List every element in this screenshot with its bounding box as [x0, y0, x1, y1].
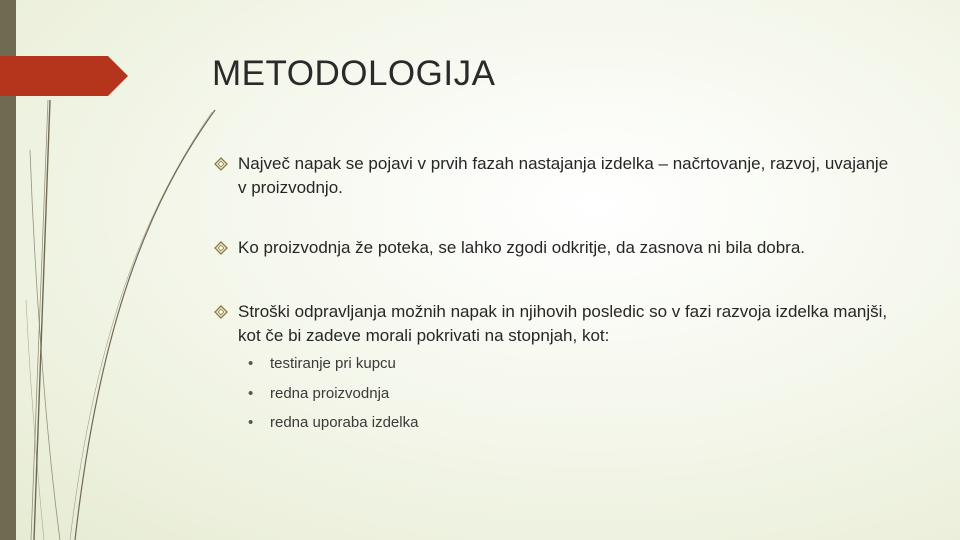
bullet-item [214, 152, 894, 200]
sub-bullet-text: redna proizvodnja [270, 385, 390, 402]
diamond-outline-icon [214, 305, 228, 319]
bullet-item [214, 236, 894, 260]
bullet-text: Stroški odpravljanja možnih napak in njihovih posledic so v fazi razvoja izdelka manjši, kot če bi zadeve morali pokrivati na stopnjah, kot: [238, 302, 888, 345]
bullet-item [214, 300, 894, 348]
sub-bullet-item [248, 384, 389, 404]
slide-title: METODOLOGIJA [212, 54, 496, 93]
sub-bullet-item [248, 413, 418, 433]
sub-bullet-text: testiranje pri kupcu [270, 355, 396, 372]
bullet-text: Ko proizvodnja že poteka, se lahko zgodi odkritje, da zasnova ni bila dobra. [238, 238, 806, 257]
diamond-outline-icon [214, 157, 228, 171]
sub-bullet-item [248, 354, 396, 374]
sub-bullet-text: redna uporaba izdelka [270, 414, 419, 431]
title-accent-arrow [0, 56, 128, 96]
diamond-outline-icon [214, 241, 228, 255]
dot-icon: • [248, 414, 254, 431]
bullet-text: Največ napak se pojavi v prvih fazah nastajanja izdelka – načrtovanje, razvoj, uvajanje v proizvodnjo. [238, 154, 889, 197]
dot-icon: • [248, 385, 254, 402]
dot-icon: • [248, 355, 254, 372]
